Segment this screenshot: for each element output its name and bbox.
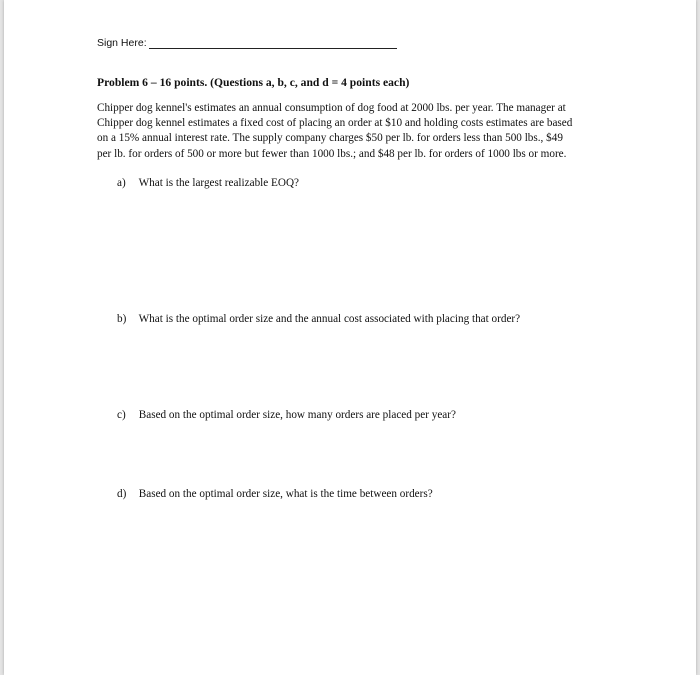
- question-b: [117, 313, 520, 325]
- question-d: [117, 488, 433, 500]
- problem-line: Chipper dog kennel estimates a fixed cost of placing an order at $10 and holding costs estimates are based: [97, 117, 573, 130]
- question-label: c): [117, 409, 126, 421]
- question-text: Based on the optimal order size, what is the time between orders?: [138, 488, 433, 500]
- signature-label: Sign Here:: [97, 37, 147, 49]
- question-label: b): [117, 313, 127, 325]
- question-text: What is the largest realizable EOQ?: [138, 177, 299, 189]
- signature-row: [97, 37, 397, 49]
- problem-line: per lb. for orders of 500 or more but fewer than 1000 lbs.; and $48 per lb. for orders of 1000 lbs or more.: [97, 147, 567, 160]
- problem-line: Chipper dog kennel's estimates an annual consumption of dog food at 2000 lbs. per year. The manager at: [97, 102, 566, 114]
- question-c: [117, 409, 456, 421]
- question-label: a): [117, 177, 126, 189]
- signature-line: [149, 38, 397, 49]
- question-label: d): [117, 488, 127, 500]
- problem-line: on a 15% annual interest rate. The supply company charges $50 per lb. for orders less than 500 lbs., $49: [97, 132, 563, 145]
- question-text: Based on the optimal order size, how many orders are placed per year?: [138, 409, 456, 421]
- problem-statement: [97, 101, 617, 162]
- question-a: [117, 177, 299, 189]
- problem-title: Problem 6 – 16 points. (Questions a, b, c, and d = 4 points each): [97, 76, 410, 89]
- question-text: What is the optimal order size and the annual cost associated with placing that order?: [138, 313, 521, 325]
- document-page: [4, 0, 696, 675]
